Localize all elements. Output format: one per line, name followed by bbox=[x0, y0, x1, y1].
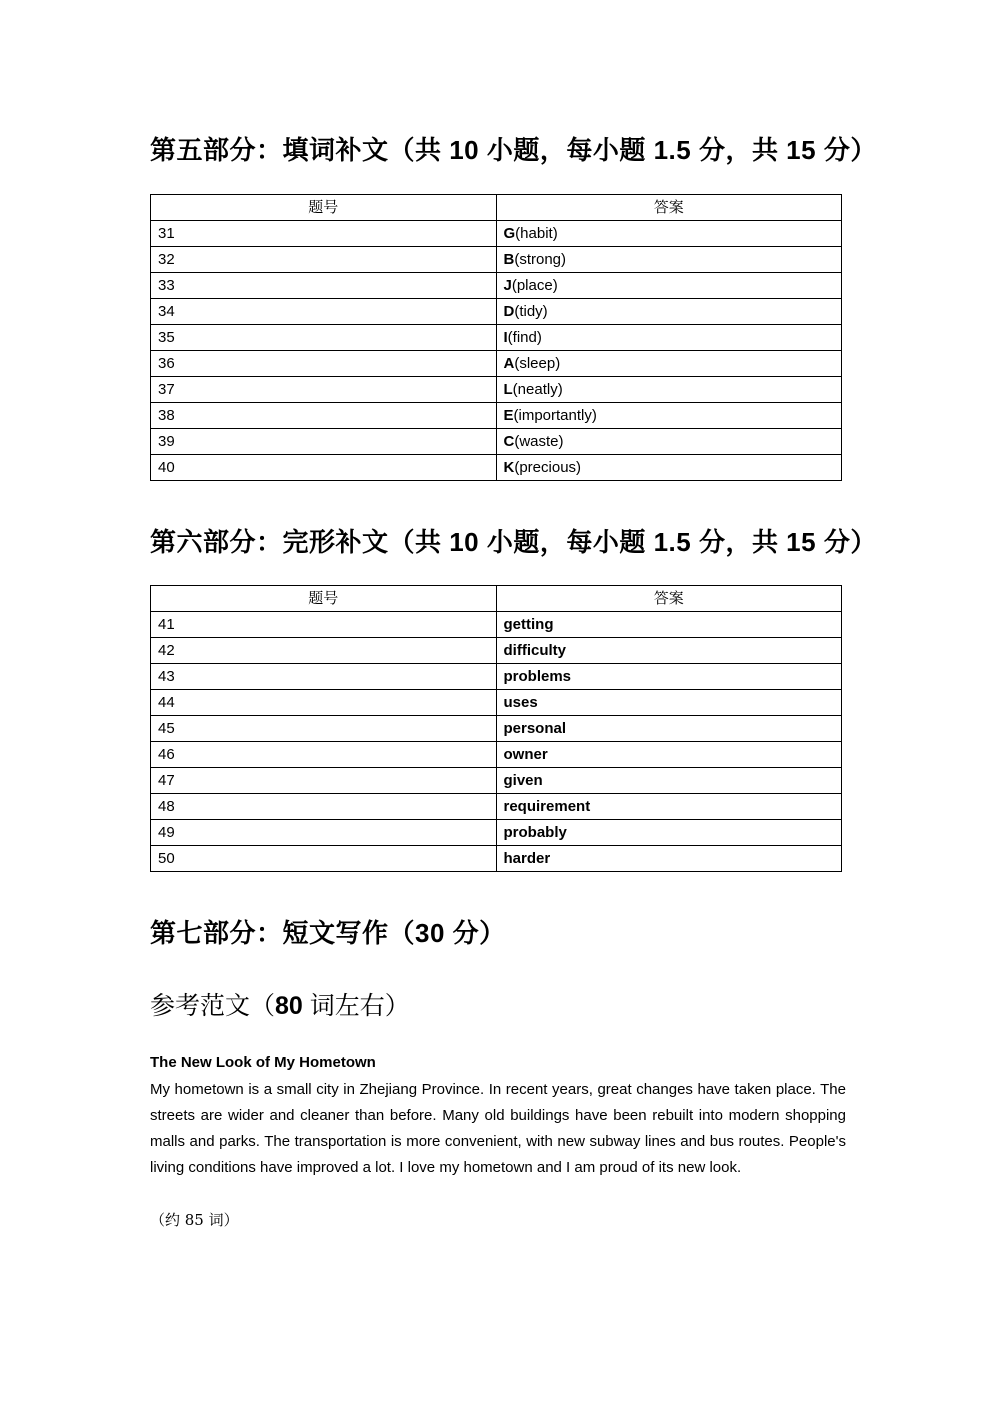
question-number: 42 bbox=[151, 638, 497, 664]
answer-word: (waste) bbox=[514, 433, 564, 450]
sample-essay-heading bbox=[150, 986, 410, 1022]
header-answer: 答案 bbox=[496, 195, 842, 221]
section-7-heading: 第七部分：短文写作（30 分） bbox=[150, 918, 506, 948]
question-number: 50 bbox=[151, 846, 497, 872]
table-row bbox=[151, 325, 842, 351]
answer-letter: D bbox=[503, 303, 515, 320]
answer-word: personal bbox=[496, 716, 842, 742]
answer-word: (precious) bbox=[514, 459, 582, 476]
answer-letter: J bbox=[503, 277, 512, 294]
question-number: 37 bbox=[151, 377, 497, 403]
answer-word: problems bbox=[496, 664, 842, 690]
question-number: 36 bbox=[151, 351, 497, 377]
answer-cell bbox=[496, 429, 842, 455]
essay-word-count: （约 85 词） bbox=[150, 1211, 239, 1229]
question-number: 43 bbox=[151, 664, 497, 690]
header-question-number: 题号 bbox=[151, 195, 497, 221]
header-answer: 答案 bbox=[496, 586, 842, 612]
section-5-answer-table bbox=[150, 194, 842, 481]
question-number: 47 bbox=[151, 768, 497, 794]
sample-heading-prefix: 参考范文（ bbox=[150, 992, 276, 1020]
question-number: 49 bbox=[151, 820, 497, 846]
table-row bbox=[151, 638, 842, 664]
table-row bbox=[151, 612, 842, 638]
essay-body: My hometown is a small city in Zhejiang Province. In recent years, great changes have taken place. The streets are wider and cleaner than before. Many old buildings have been rebuilt into modern shopping malls and parks. The transportation is more convenient, with new subway lines and bus routes. People's living conditions have improved a lot. I love my hometown and I am proud of its new look. bbox=[150, 1081, 846, 1176]
section-6-answer-table bbox=[150, 585, 842, 872]
essay-title: The New Look of My Hometown bbox=[150, 1054, 376, 1071]
table-row bbox=[151, 351, 842, 377]
question-number: 38 bbox=[151, 403, 497, 429]
question-number: 41 bbox=[151, 612, 497, 638]
answer-word: (strong) bbox=[514, 251, 567, 268]
answer-word: requirement bbox=[496, 794, 842, 820]
answer-letter: E bbox=[503, 407, 514, 424]
question-number: 45 bbox=[151, 716, 497, 742]
table-row bbox=[151, 716, 842, 742]
table-row bbox=[151, 742, 842, 768]
question-number: 48 bbox=[151, 794, 497, 820]
table-row bbox=[151, 820, 842, 846]
question-number: 34 bbox=[151, 299, 497, 325]
table-row bbox=[151, 690, 842, 716]
table-row bbox=[151, 403, 842, 429]
answer-letter: K bbox=[503, 459, 515, 476]
answer-letter: I bbox=[503, 329, 508, 346]
table-row bbox=[151, 664, 842, 690]
answer-cell bbox=[496, 351, 842, 377]
answer-word: probably bbox=[496, 820, 842, 846]
sample-heading-number: 80 bbox=[275, 992, 303, 1020]
table-row bbox=[151, 768, 842, 794]
table-header-row bbox=[151, 586, 842, 612]
question-number: 40 bbox=[151, 455, 497, 481]
question-number: 32 bbox=[151, 247, 497, 273]
answer-letter: B bbox=[503, 251, 515, 268]
answer-cell bbox=[496, 221, 842, 247]
answer-word: (find) bbox=[507, 329, 542, 346]
answer-cell bbox=[496, 299, 842, 325]
answer-cell bbox=[496, 455, 842, 481]
answer-word: (habit) bbox=[515, 225, 558, 242]
answer-cell bbox=[496, 273, 842, 299]
answer-letter: A bbox=[503, 355, 515, 372]
answer-cell bbox=[496, 403, 842, 429]
table-row bbox=[151, 221, 842, 247]
answer-word: (tidy) bbox=[514, 303, 548, 320]
question-number: 35 bbox=[151, 325, 497, 351]
answer-word: difficulty bbox=[496, 638, 842, 664]
answer-cell bbox=[496, 377, 842, 403]
section-5-heading: 第五部分：填词补文（共 10 小题，每小题 1.5 分，共 15 分） bbox=[150, 135, 877, 165]
section-6-heading: 第六部分：完形补文（共 10 小题，每小题 1.5 分，共 15 分） bbox=[150, 527, 877, 557]
answer-word: (neatly) bbox=[512, 381, 563, 398]
answer-word: (sleep) bbox=[514, 355, 561, 372]
question-number: 46 bbox=[151, 742, 497, 768]
question-number: 44 bbox=[151, 690, 497, 716]
answer-letter: G bbox=[503, 225, 516, 242]
question-number: 31 bbox=[151, 221, 497, 247]
table-row bbox=[151, 273, 842, 299]
answer-word: harder bbox=[496, 846, 842, 872]
answer-cell bbox=[496, 247, 842, 273]
answer-word: getting bbox=[496, 612, 842, 638]
answer-letter: C bbox=[503, 433, 515, 450]
answer-word: given bbox=[496, 768, 842, 794]
answer-word: owner bbox=[496, 742, 842, 768]
answer-letter: L bbox=[503, 381, 513, 398]
table-row bbox=[151, 455, 842, 481]
table-row bbox=[151, 299, 842, 325]
header-question-number: 题号 bbox=[151, 586, 497, 612]
table-row bbox=[151, 794, 842, 820]
sample-heading-suffix: 词左右） bbox=[302, 992, 410, 1020]
answer-word: (place) bbox=[511, 277, 558, 294]
table-header-row bbox=[151, 195, 842, 221]
table-row bbox=[151, 429, 842, 455]
answer-word: (importantly) bbox=[513, 407, 597, 424]
table-row bbox=[151, 247, 842, 273]
question-number: 39 bbox=[151, 429, 497, 455]
table-row bbox=[151, 846, 842, 872]
question-number: 33 bbox=[151, 273, 497, 299]
answer-cell bbox=[496, 325, 842, 351]
table-row bbox=[151, 377, 842, 403]
answer-word: uses bbox=[496, 690, 842, 716]
